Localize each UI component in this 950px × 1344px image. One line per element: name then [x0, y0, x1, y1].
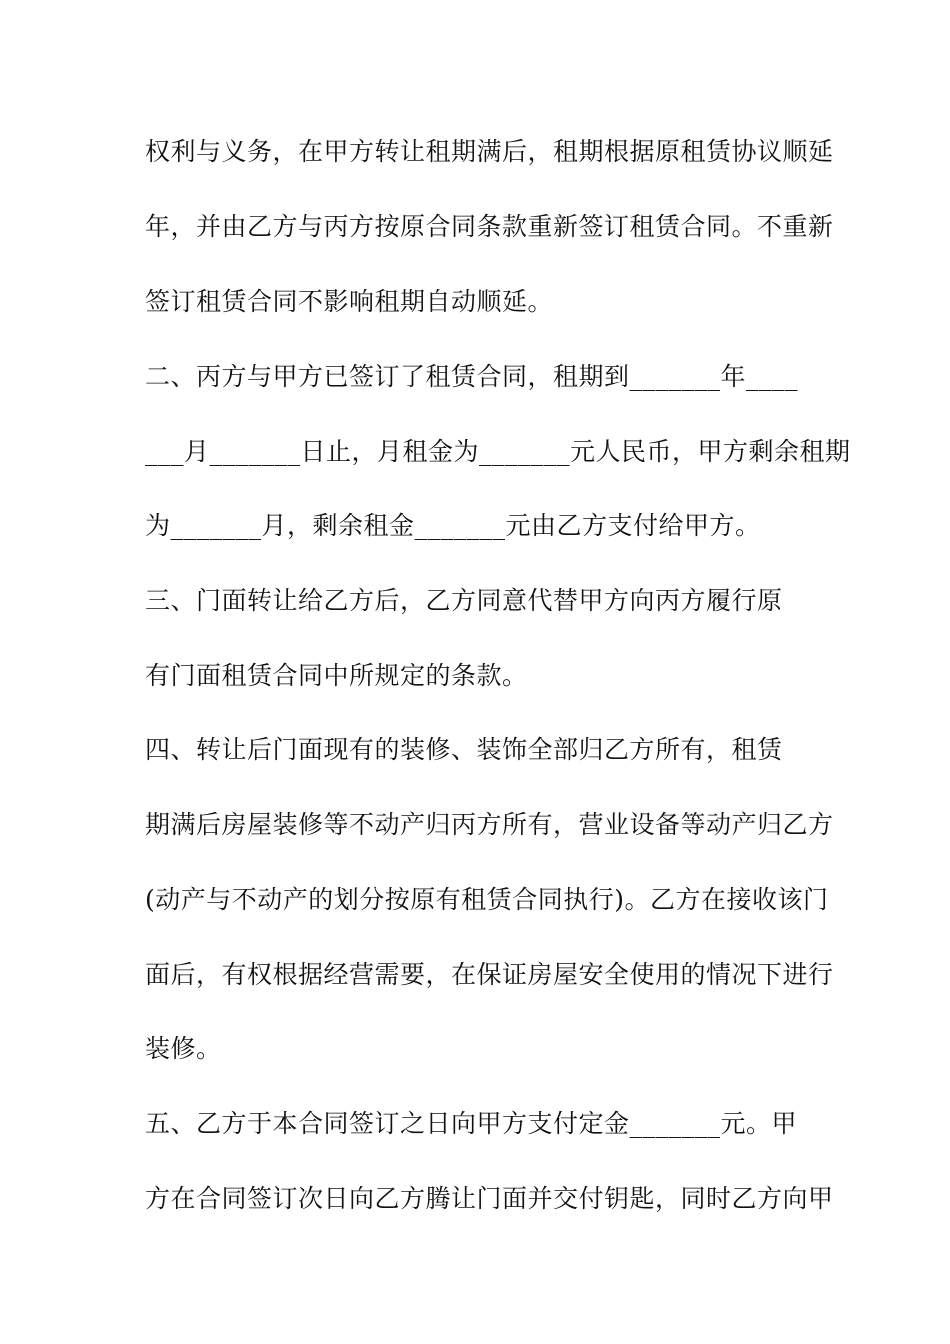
- text-line: (动产与不动产的划分按原有租赁合同执行)。乙方在接收该门: [145, 885, 829, 914]
- text-line: 方在合同签订次日向乙方腾让门面并交付钥匙，同时乙方向甲: [145, 1184, 834, 1213]
- text-line: 三、门面转让给乙方后，乙方同意代替甲方向丙方履行原: [145, 586, 783, 615]
- text-line: 有门面租赁合同中所规定的条款。: [145, 661, 528, 690]
- text-line: 四、转让后门面现有的装修、装饰全部归乙方所有，租赁: [145, 735, 783, 764]
- text-line: 装修。: [145, 1034, 222, 1063]
- text-line: ___月_______日止，月租金为_______元人民币，甲方剩余租期: [145, 437, 851, 466]
- text-line: 为_______月，剩余租金_______元由乙方支付给甲方。: [145, 511, 761, 540]
- text-line: 年，并由乙方与丙方按原合同条款重新签订租赁合同。不重新: [145, 212, 834, 241]
- text-line: 二、丙方与甲方已签订了租赁合同，租期到_______年____: [145, 362, 799, 391]
- text-line: 面后，有权根据经营需要，在保证房屋安全使用的情况下进行: [145, 960, 834, 989]
- text-line: 期满后房屋装修等不动产归丙方所有，营业设备等动产归乙方: [145, 810, 834, 839]
- text-line: 权利与义务，在甲方转让租期满后，租期根据原租赁协议顺延: [145, 137, 834, 166]
- text-line: 签订租赁合同不影响租期自动顺延。: [145, 287, 554, 316]
- text-line: 五、乙方于本合同签订之日向甲方支付定金_______元。甲: [145, 1109, 798, 1138]
